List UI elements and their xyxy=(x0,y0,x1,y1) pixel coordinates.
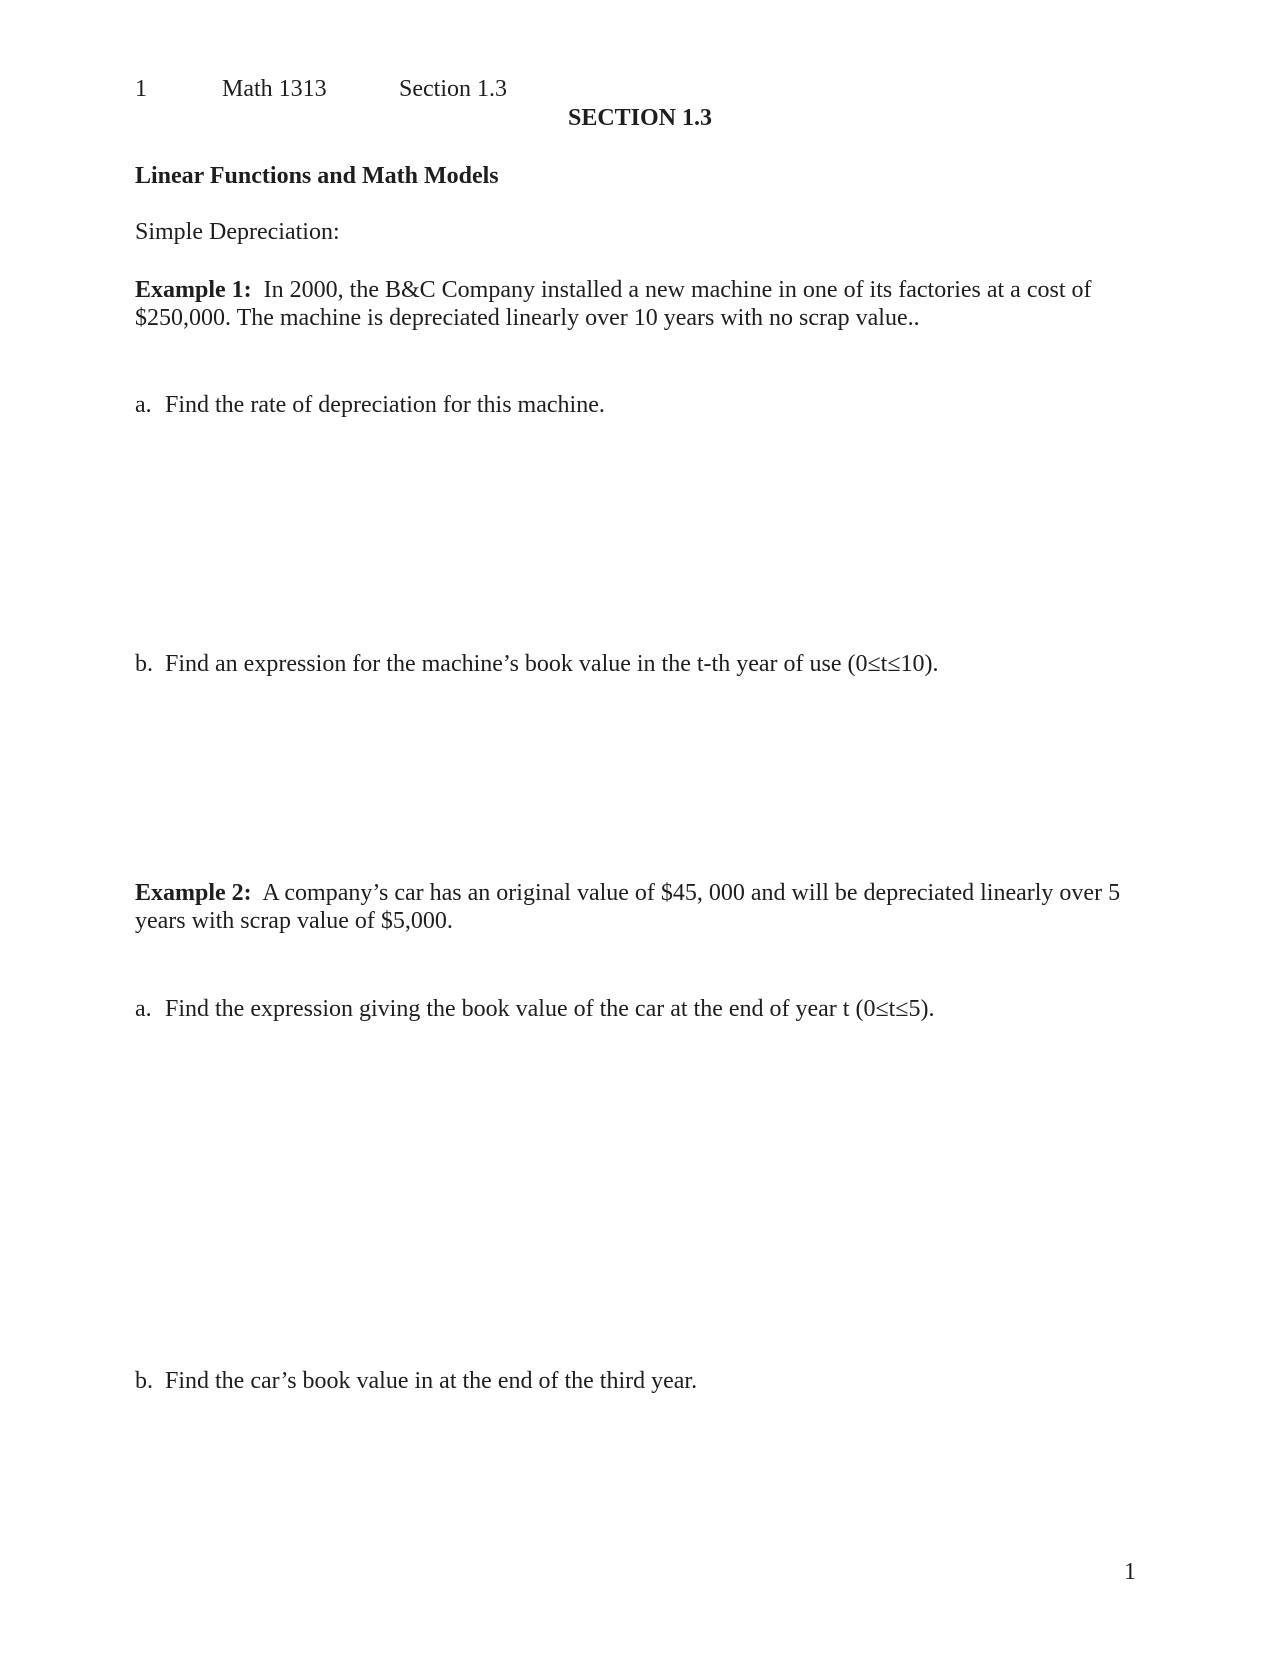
example-1-label: Example 1: xyxy=(135,277,252,303)
example-2-text: A company’s car has an original value of $45, 000 and will be depreciated linearly over 5 years with scrap value of $5,000. xyxy=(135,880,1121,934)
part-text: Find the rate of depreciation for this machine. xyxy=(165,392,605,418)
section-heading: Linear Functions and Math Models xyxy=(135,163,499,189)
example-2-part-a xyxy=(135,994,934,1024)
page-title: SECTION 1.3 xyxy=(567,105,713,131)
example-2-label: Example 2: xyxy=(135,880,252,906)
header-section: Section 1.3 xyxy=(399,76,507,102)
part-label: b. xyxy=(135,1368,153,1394)
subheading: Simple Depreciation: xyxy=(135,219,340,245)
footer-page-number: 1 xyxy=(1124,1559,1136,1585)
header-page-number: 1 xyxy=(135,76,147,102)
example-1-text: In 2000, the B&C Company installed a new machine in one of its factories at a cost of $250,000. The machine is depreciated linearly over 10 years with no scrap value.. xyxy=(135,277,1092,331)
example-1-part-a xyxy=(135,390,605,420)
part-text: Find the car’s book value in at the end of the third year. xyxy=(165,1368,698,1394)
example-1-part-b xyxy=(135,649,938,679)
example-2-part-b xyxy=(135,1366,697,1396)
part-text: Find an expression for the machine’s book value in the t-th year of use (0≤t≤10). xyxy=(165,651,939,677)
example-1-paragraph xyxy=(135,276,1145,332)
part-label: b. xyxy=(135,651,153,677)
part-text: Find the expression giving the book value of the car at the end of year t (0≤t≤5). xyxy=(165,996,935,1022)
part-label: a. xyxy=(135,392,152,418)
header-course: Math 1313 xyxy=(222,76,327,102)
part-label: a. xyxy=(135,996,152,1022)
example-2-paragraph xyxy=(135,879,1145,935)
